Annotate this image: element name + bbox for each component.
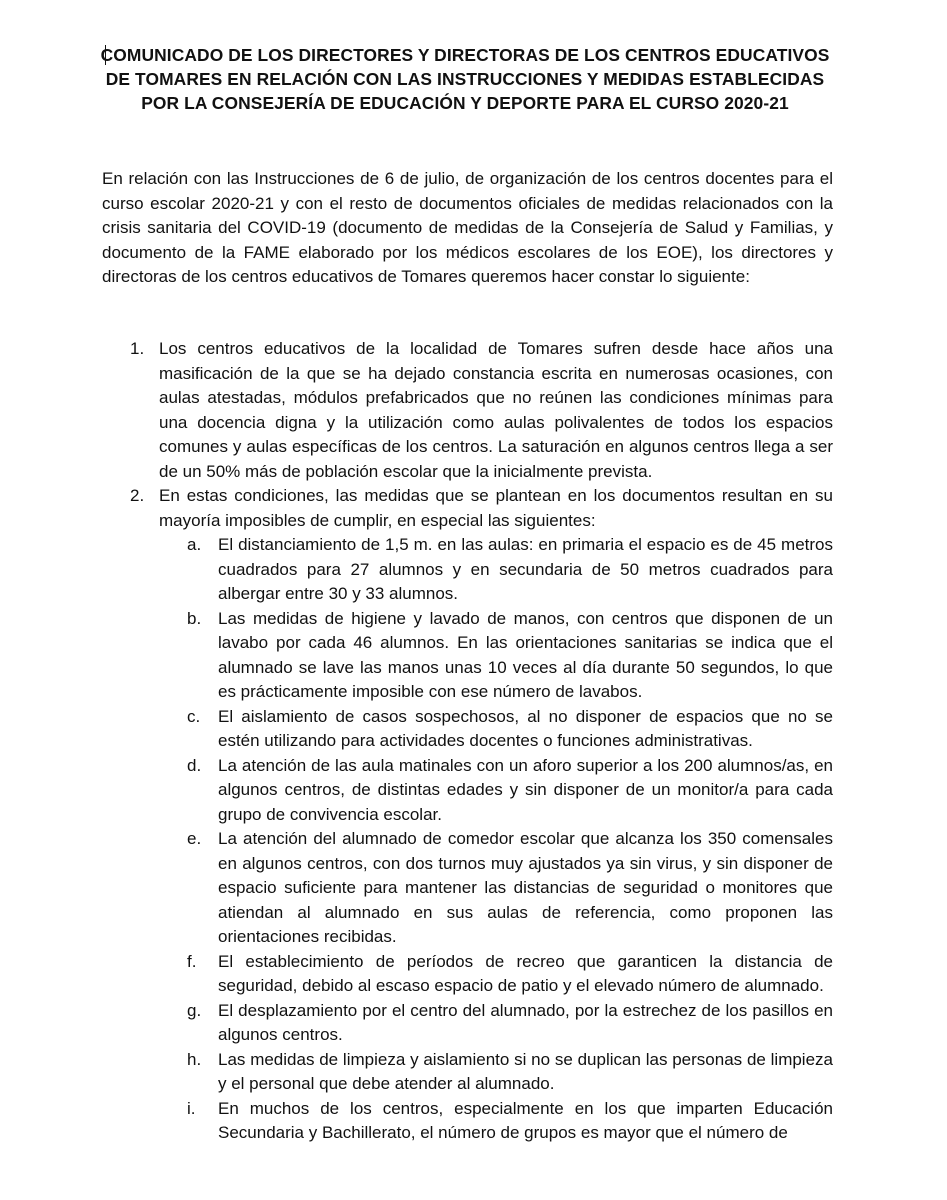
- point-text: En estas condiciones, las medidas que se plantean en los documentos resultan en su mayoría imposibles de cumplir, en especial las siguientes:: [159, 486, 833, 530]
- subpoint-text: El desplazamiento por el centro del alumnado, por la estrechez de los pasillos en algunos centros.: [218, 1000, 833, 1044]
- point-2: [130, 484, 833, 1146]
- subpoint-text: La atención del alumnado de comedor escolar que alcanza los 350 comensales en algunos centros, con dos turnos muy ajustados ya sin virus, y sin disponer de espacio suficiente para mantener las distancias de seguridad o monitores que atiendan al alumnado en sus aulas de referencia, como proponen las orientaciones recibidas.: [218, 829, 833, 946]
- subpoint-marker: h.: [187, 1049, 202, 1069]
- subpoint-d: [187, 754, 833, 828]
- subpoint-f: [187, 950, 833, 999]
- subpoint-text: El establecimiento de períodos de recreo que garanticen la distancia de seguridad, debido al escaso espacio de patio y el elevado número de alumnado.: [218, 951, 833, 995]
- subpoint-marker: d.: [187, 755, 202, 775]
- subpoint-b: [187, 607, 833, 705]
- point-text: Los centros educativos de la localidad de Tomares sufren desde hace años una masificación de la que se ha dejado constancia escrita en numerosas ocasiones, con aulas atestadas, módulos prefabricados que no reúnen las condiciones mínimas para una docencia digna y la utilización como aulas polivalentes de todos los espacios comunes y aulas específicas de los centros. La saturación en algunos centros llega a ser de un 50% más de población escolar que la inicialmente prevista.: [159, 339, 833, 481]
- subpoint-c: [187, 705, 833, 754]
- subpoint-text: Las medidas de limpieza y aislamiento si no se duplican las personas de limpieza y el personal que debe atender al alumnado.: [218, 1049, 833, 1093]
- subpoints-list: [159, 533, 833, 1146]
- subpoint-marker: e.: [187, 829, 202, 848]
- subpoint-a: [187, 533, 833, 607]
- subpoint-h: [187, 1048, 833, 1097]
- subpoint-marker: b.: [187, 608, 202, 628]
- subpoint-marker: f.: [187, 951, 197, 971]
- subpoint-text: El aislamiento de casos sospechosos, al no disponer de espacios que no se estén utilizando para actividades docentes o funciones administrativas.: [218, 706, 833, 750]
- subpoint-text: En muchos de los centros, especialmente en los que imparten Educación Secundaria y Bachillerato, el número de grupos es mayor que el número de: [218, 1098, 833, 1142]
- subpoint-marker: c.: [187, 706, 201, 726]
- main-points-list: [130, 337, 833, 1146]
- subpoint-e: [187, 827, 833, 950]
- point-1: [130, 337, 833, 484]
- subpoint-marker: a.: [187, 535, 202, 554]
- subpoint-i: [187, 1097, 833, 1146]
- point-marker: 2.: [130, 486, 145, 505]
- subpoint-text: La atención de las aula matinales con un aforo superior a los 200 alumnos/as, en algunos centros, de distintas edades y sin disponer de un monitor/a para cada grupo de convivencia escolar.: [218, 755, 833, 824]
- subpoint-text: Las medidas de higiene y lavado de manos, con centros que disponen de un lavabo por cada 46 alumnos. En las orientaciones sanitarias se indica que el alumnado se lave las manos unas 10 veces al día durante 50 segundos, lo que es prácticamente imposible con ese número de lavabos.: [218, 608, 833, 701]
- document-title: COMUNICADO DE LOS DIRECTORES Y DIRECTORAS DE LOS CENTROS EDUCATIVOS DE TOMARES EN RELACIÓN CON LAS INSTRUCCIONES Y MEDIDAS ESTABLECIDAS POR LA CONSEJERÍA DE EDUCACIÓN Y DEPORTE PARA EL CURSO 2020-21: [100, 45, 830, 113]
- point-marker: 1.: [130, 339, 145, 358]
- subpoint-marker: i.: [187, 1098, 196, 1118]
- subpoint-text: El distanciamiento de 1,5 m. en las aulas: en primaria el espacio es de 45 metros cuadrados para 27 alumnos y en secundaria de 50 metros cuadrados para albergar entre 30 y 33 alumnos.: [218, 535, 833, 603]
- subpoint-g: [187, 999, 833, 1048]
- subpoint-marker: g.: [187, 1000, 202, 1020]
- intro-paragraph: En relación con las Instrucciones de 6 de julio, de organización de los centros docentes para el curso escolar 2020-21 y con el resto de documentos oficiales de medidas relacionados con la crisis sanitaria del COVID-19 (documento de medidas de la Consejería de Salud y Familias, y documento de la FAME elaborado por los médicos escolares de los EOE), los directores y directoras de los centros educativos de Tomares queremos hacer constar lo siguiente:: [102, 169, 833, 286]
